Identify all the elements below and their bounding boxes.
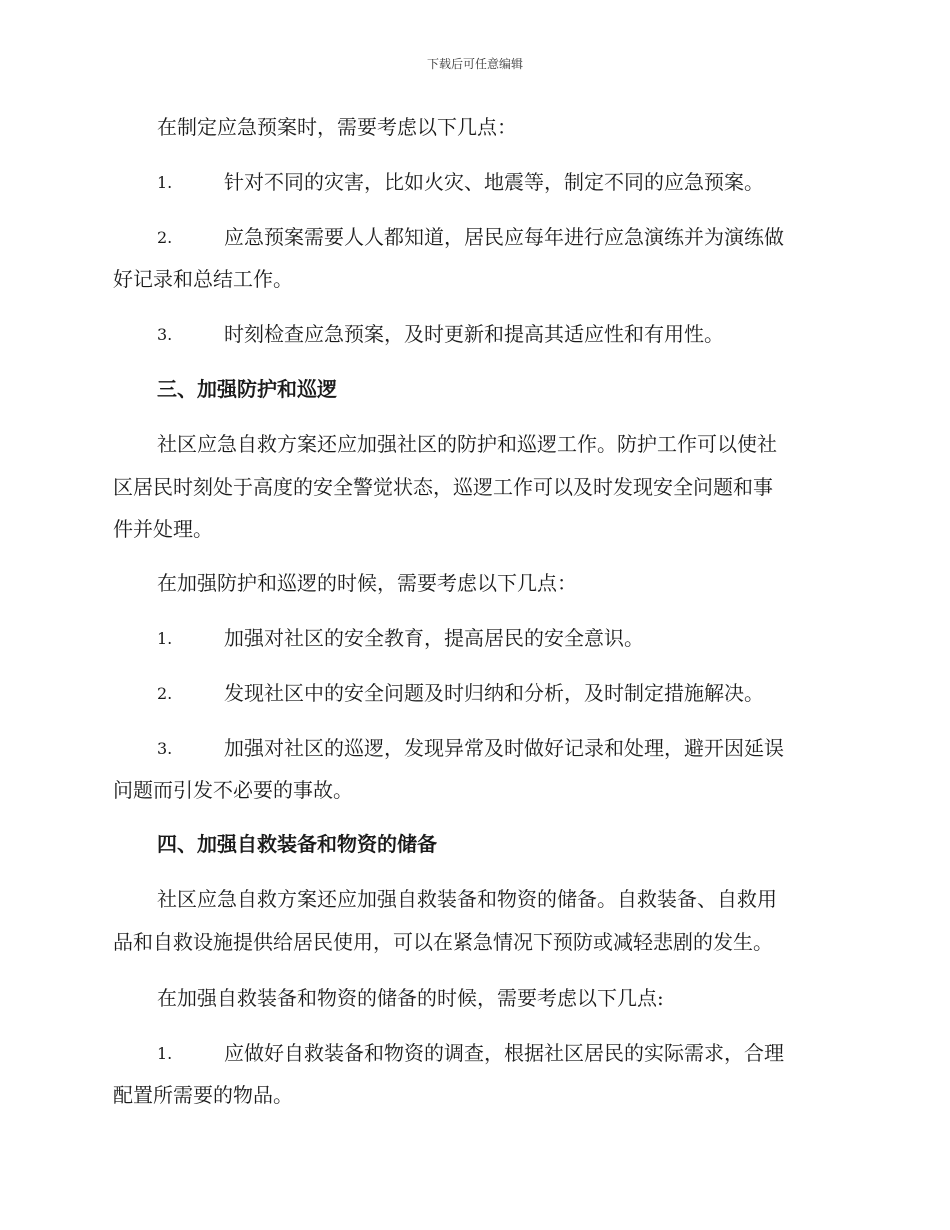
list-item: 应做好自救装备和物资的调查，根据社区居民的实际需求，合理	[224, 1041, 784, 1065]
paragraph-line: 区居民时刻处于高度的安全警觉状态，巡逻工作可以及时发现安全问题和事	[113, 475, 773, 499]
paragraph-line: 社区应急自救方案还应加强自救装备和物资的储备。自救装备、自救用	[157, 887, 777, 911]
paragraph-line: 件并处理。	[113, 517, 213, 541]
list-number: 1.	[157, 173, 173, 192]
paragraph: 在加强防护和巡逻的时候，需要考虑以下几点：	[157, 571, 577, 595]
list-number: 2.	[157, 684, 173, 703]
list-number: 1.	[157, 629, 173, 648]
list-number: 2.	[157, 228, 173, 247]
list-item: 加强对社区的巡逻，发现异常及时做好记录和处理，避开因延误	[224, 736, 784, 760]
list-number: 3.	[157, 739, 173, 758]
section-heading: 三、加强防护和巡逻	[157, 377, 337, 401]
list-number: 1.	[157, 1044, 173, 1063]
list-item: 针对不同的灾害，比如火灾、地震等，制定不同的应急预案。	[224, 170, 764, 194]
list-number: 3.	[157, 325, 173, 344]
list-item-continuation: 问题而引发不必要的事故。	[113, 778, 353, 802]
list-item: 应急预案需要人人都知道，居民应每年进行应急演练并为演练做	[224, 225, 784, 249]
list-item-continuation: 好记录和总结工作。	[113, 267, 293, 291]
paragraph: 在制定应急预案时，需要考虑以下几点：	[157, 115, 517, 139]
paragraph-line: 品和自救设施提供给居民使用，可以在紧急情况下预防或减轻悲剧的发生。	[113, 930, 773, 954]
paragraph: 在加强自救装备和物资的储备的时候，需要考虑以下几点:	[157, 986, 664, 1010]
list-item-continuation: 配置所需要的物品。	[113, 1083, 293, 1107]
paragraph-line: 社区应急自救方案还应加强社区的防护和巡逻工作。防护工作可以使社	[157, 432, 777, 456]
list-item: 加强对社区的安全教育，提高居民的安全意识。	[224, 626, 644, 650]
list-item: 时刻检查应急预案，及时更新和提高其适应性和有用性。	[224, 322, 724, 346]
section-heading: 四、加强自救装备和物资的储备	[157, 832, 437, 856]
page-header-note: 下载后可任意编辑	[426, 57, 523, 71]
list-item: 发现社区中的安全问题及时归纳和分析，及时制定措施解决。	[224, 681, 764, 705]
